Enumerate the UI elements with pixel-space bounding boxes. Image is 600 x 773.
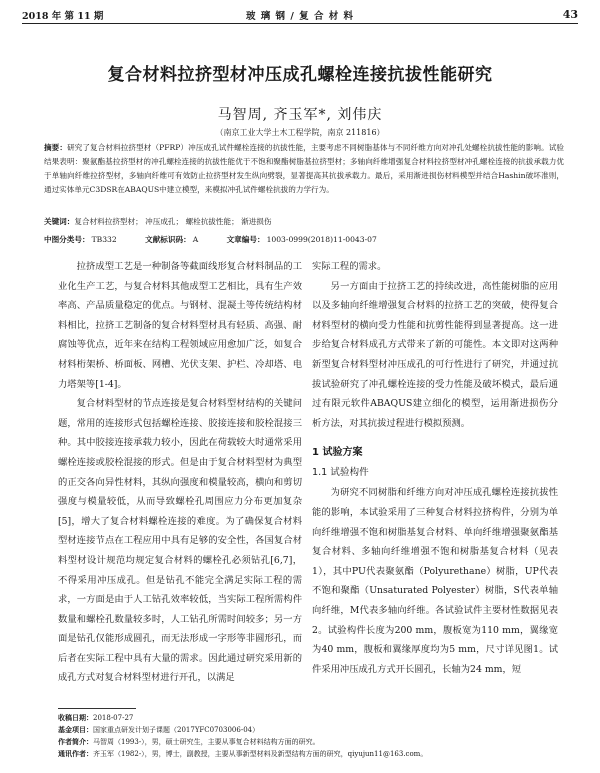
- footnote-label: 基金项目：: [58, 725, 93, 734]
- section-heading-1: 1 试验方案: [312, 447, 363, 459]
- footnote-text: 国家重点研发计划子课题（2017YFC0703006-04）: [93, 726, 260, 734]
- article-number-label: 文章编号：: [226, 235, 265, 244]
- keywords-text: 复合材料拉挤型材； 冲压成孔； 螺栓抗拔性能； 渐进损伤: [74, 217, 272, 226]
- footnote-label: 作者简介：: [58, 737, 93, 746]
- body-column-left: [58, 257, 302, 688]
- body-paragraph: 拉挤成型工艺是一种制备等截面线形复合材料制品的工业化生产工艺，与复合材料其他成型工艺相比，具有生产效率高、产品质量稳定的优点。与钢材、混凝土等传统结构材料相比，拉挤工艺制备的复合材料型材具有轻质、高强、耐腐蚀等优点，近年来在结构工程领域应用愈加广泛，如复合材料桁架桥、桥面板、网槽、光伏支架、护栏、冷却塔、电力塔架等[1-4]。: [58, 261, 302, 390]
- body-paragraph: 实际工程的需求。: [312, 261, 387, 272]
- body-paragraph: 另一方面由于拉挤工艺的持续改进，高性能树脂的应用以及多轴向纤维增强复合材料的拉挤工艺的突破，使得复合材料型材的横向受力性能和抗剪性能得到显著提高。这一进步给复合材料成孔方式带来了新的可能性。本文即对这两种新型复合材料型材冲压成孔的可行性进行了研究，并通过抗拔试验研究了冲孔螺栓连接的受力性能及破坏模式，最后通过有限元软件ABAQUS建立细化的模型，运用渐进损伤分析方法，对其抗拔过程进行模拟预测。: [312, 280, 558, 429]
- body-paragraph: 复合材料型材的节点连接是复合材料型材结构的关键问题，常用的连接形式包括螺栓连接、胶接连接和胶栓混接三种。其中胶接连接承载力较小，因此在荷载较大时通常采用螺栓连接或胶栓混接的形式。但是由于复合材料型材为典型的正交各向异性材料，其纵向强度和模量较高，横向和剪切强度与模量较低，从而导致螺栓孔周围应力分布更加复杂[5]，增大了复合材料螺栓连接的难度。为了确保复合材料型材连接节点在工程应用中具有足够的安全性，各国复合材料型材设计规范均规定复合材料的螺栓孔必须钻孔[6,7]，不得采用冲压成孔。但是钻孔不能完全满足实际工程的需求，一方面是由于人工钻孔效率较低，当实际工程所需构件数量和螺栓孔数量较多时，人工钻孔所需时间较多；另一方面是钻孔仅能形成圆孔，而无法形成一字形等非圆形孔，而后者在实际工程中具有大量的需求。因此通过研究采用新的成孔方式对复合材料型材进行开孔，以满足: [58, 398, 302, 684]
- footnote-text: 马智周（1993-），男，硕士研究生，主要从事复合材料结构方面的研究。: [93, 738, 320, 746]
- body-paragraph: 为研究不同树脂和纤维方向对冲压成孔螺栓连接抗拔性能的影响，本试验采用了三种复合材料拉挤构件，分别为单向纤维增强不饱和树脂基复合材料、单向纤维增强聚氨酯基复合材料、多轴向纤维增强不饱和树脂基复合材料（见表1），其中PU代表聚氨酯（Polyurethane）树脂，UP代表不饱和聚酯（Unsaturated Polyester）树脂，S代表单轴向纤维，M代表多轴向纤维。各试验试件主要材性数据见表2。试验构件长度为200 mm，腹板宽为110 mm，翼缘宽为40 mm，腹板和翼缘厚度均为5 mm，尺寸详见图1。试件采用冲压成孔方式开长圆孔，长轴为24 mm，短: [312, 487, 558, 675]
- running-header: [22, 8, 578, 22]
- paper-title: 复合材料拉挤型材冲压成孔螺栓连接抗拔性能研究: [107, 65, 493, 85]
- footnote-corresponding: [58, 748, 564, 760]
- clc-number: TB332: [91, 235, 117, 244]
- abstract-label: 摘要：: [44, 143, 68, 152]
- footnotes: [58, 712, 564, 760]
- footnote-author-bio: [58, 736, 564, 748]
- issue-label: 2018 年 第 11 期: [22, 11, 104, 22]
- footnote-text: 2018-07-27: [93, 714, 134, 722]
- footnote-label: 收稿日期：: [58, 713, 93, 722]
- doc-code: A: [192, 235, 199, 244]
- abstract: [44, 141, 564, 197]
- journal-name: 玻 璃 钢 / 复 合 材 料: [245, 11, 355, 22]
- clc-label: 中图分类号：: [44, 235, 90, 244]
- subsection-heading-1-1: 1.1 试验构件: [312, 467, 369, 479]
- footnote-label: 通讯作者：: [58, 749, 93, 758]
- article-number: 1003-0999(2018)11-0043-07: [266, 235, 377, 244]
- footnote-text: 齐玉军（1982-），男，博士，副教授，主要从事新型材料及新型结构方面的研究，qiyujun11@163.com。: [93, 750, 428, 758]
- author-list: 马智周, 齐玉军*, 刘伟庆: [217, 107, 383, 123]
- footnote-funding: [58, 724, 564, 736]
- header-divider: [22, 23, 578, 24]
- body-column-right: [312, 257, 558, 679]
- footnote-received: [58, 712, 564, 724]
- keywords: [44, 216, 564, 227]
- page-number: 43: [562, 8, 578, 21]
- classification-line: [44, 234, 564, 245]
- abstract-text: 研究了复合材料拉挤型材（PFRP）冲压成孔试件螺栓连接的抗拔性能，主要考虑不同树脂基体与不同纤维方向对冲孔处螺栓抗拔性能的影响。试验结果表明：聚氨酯基拉挤型材的冲孔螺栓连接的抗拔性能优于不饱和聚酯树脂基拉挤型材；多轴向纤维增强复合材料拉挤型材冲孔螺栓连接的抗拔承载力优于单轴向纤维拉挤型材，多轴向纤维可有效防止拉挤型材发生纵向劈裂，显著提高其抗拔承载力。最后，采用渐进损伤材料模型并结合Hashin破坏准则，通过实体单元C3DSR在ABAQUS中建立模型，来模拟冲孔试件螺栓抗拔的力学行为。: [44, 143, 565, 194]
- keywords-label: 关键词：: [44, 217, 75, 226]
- doc-code-label: 文献标识码：: [145, 235, 191, 244]
- affiliation: （南京工业大学土木工程学院，南京 211816）: [215, 128, 385, 137]
- footnote-divider: [58, 708, 136, 709]
